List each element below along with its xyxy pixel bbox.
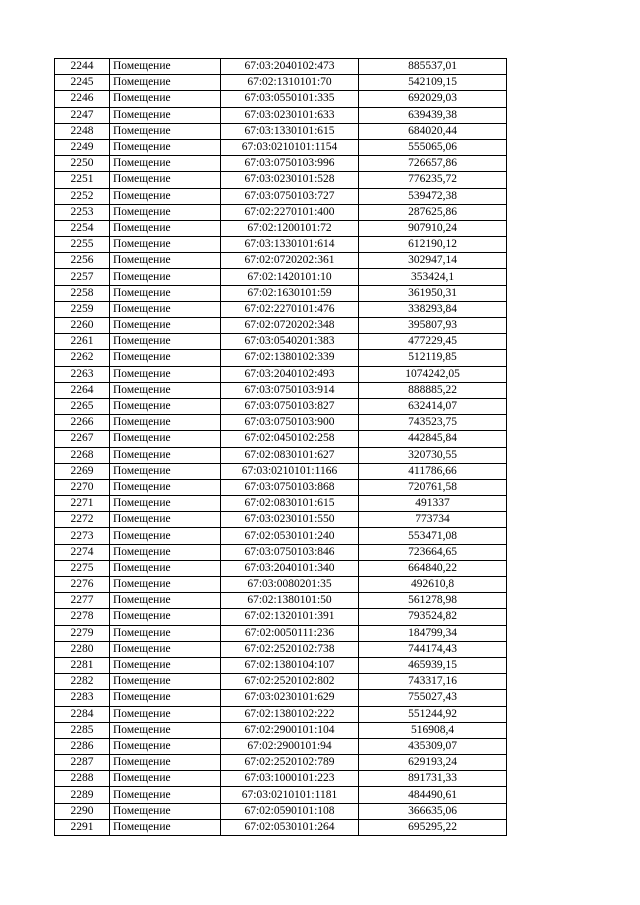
- object-type-cell: Помещение: [110, 285, 221, 301]
- row-number-cell: 2258: [55, 285, 110, 301]
- row-number-cell: 2285: [55, 722, 110, 738]
- table-row: [55, 204, 507, 220]
- cadastral-value-cell: 639439,38: [359, 107, 507, 123]
- cadastral-number-cell: 67:02:0530101:264: [221, 819, 359, 835]
- table-row: [55, 512, 507, 528]
- cadastral-number-cell: 67:02:0720202:361: [221, 253, 359, 269]
- table-row: [55, 334, 507, 350]
- object-type-cell: Помещение: [110, 91, 221, 107]
- cadastral-value-cell: 435309,07: [359, 738, 507, 754]
- row-number-cell: 2255: [55, 237, 110, 253]
- table-row: [55, 706, 507, 722]
- table-row: [55, 593, 507, 609]
- table-row: [55, 220, 507, 236]
- row-number-cell: 2277: [55, 593, 110, 609]
- cadastral-number-cell: 67:03:0750103:996: [221, 156, 359, 172]
- property-table-body: [55, 59, 507, 836]
- table-row: [55, 107, 507, 123]
- row-number-cell: 2245: [55, 75, 110, 91]
- object-type-cell: Помещение: [110, 496, 221, 512]
- row-number-cell: 2262: [55, 350, 110, 366]
- row-number-cell: 2253: [55, 204, 110, 220]
- row-number-cell: 2256: [55, 253, 110, 269]
- row-number-cell: 2260: [55, 318, 110, 334]
- row-number-cell: 2268: [55, 447, 110, 463]
- cadastral-value-cell: 302947,14: [359, 253, 507, 269]
- cadastral-number-cell: 67:03:0080201:35: [221, 577, 359, 593]
- table-row: [55, 285, 507, 301]
- object-type-cell: Помещение: [110, 75, 221, 91]
- object-type-cell: Помещение: [110, 706, 221, 722]
- object-type-cell: Помещение: [110, 593, 221, 609]
- object-type-cell: Помещение: [110, 787, 221, 803]
- cadastral-value-cell: 664840,22: [359, 560, 507, 576]
- object-type-cell: Помещение: [110, 819, 221, 835]
- row-number-cell: 2283: [55, 690, 110, 706]
- object-type-cell: Помещение: [110, 577, 221, 593]
- cadastral-value-cell: 395807,93: [359, 318, 507, 334]
- cadastral-value-cell: 477229,45: [359, 334, 507, 350]
- object-type-cell: Помещение: [110, 431, 221, 447]
- table-row: [55, 59, 507, 75]
- object-type-cell: Помещение: [110, 59, 221, 75]
- cadastral-value-cell: 629193,24: [359, 755, 507, 771]
- row-number-cell: 2249: [55, 139, 110, 155]
- row-number-cell: 2263: [55, 366, 110, 382]
- cadastral-value-cell: 516908,4: [359, 722, 507, 738]
- row-number-cell: 2264: [55, 382, 110, 398]
- cadastral-number-cell: 67:03:0750103:846: [221, 544, 359, 560]
- table-row: [55, 431, 507, 447]
- table-row: [55, 479, 507, 495]
- row-number-cell: 2279: [55, 625, 110, 641]
- cadastral-value-cell: 555065,06: [359, 139, 507, 155]
- cadastral-value-cell: 491337: [359, 496, 507, 512]
- table-row: [55, 253, 507, 269]
- cadastral-value-cell: 888885,22: [359, 382, 507, 398]
- cadastral-number-cell: 67:03:1330101:614: [221, 237, 359, 253]
- cadastral-number-cell: 67:02:1380101:50: [221, 593, 359, 609]
- object-type-cell: Помещение: [110, 544, 221, 560]
- object-type-cell: Помещение: [110, 560, 221, 576]
- object-type-cell: Помещение: [110, 512, 221, 528]
- object-type-cell: Помещение: [110, 123, 221, 139]
- row-number-cell: 2252: [55, 188, 110, 204]
- cadastral-number-cell: 67:03:0230101:528: [221, 172, 359, 188]
- cadastral-number-cell: 67:03:0540201:383: [221, 334, 359, 350]
- cadastral-number-cell: 67:02:0830101:615: [221, 496, 359, 512]
- table-row: [55, 75, 507, 91]
- object-type-cell: Помещение: [110, 382, 221, 398]
- row-number-cell: 2244: [55, 59, 110, 75]
- table-row: [55, 803, 507, 819]
- object-type-cell: Помещение: [110, 755, 221, 771]
- object-type-cell: Помещение: [110, 301, 221, 317]
- cadastral-number-cell: 67:02:2270101:476: [221, 301, 359, 317]
- object-type-cell: Помещение: [110, 803, 221, 819]
- cadastral-value-cell: 684020,44: [359, 123, 507, 139]
- cadastral-value-cell: 542109,15: [359, 75, 507, 91]
- cadastral-number-cell: 67:02:0050111:236: [221, 625, 359, 641]
- cadastral-number-cell: 67:03:2040102:473: [221, 59, 359, 75]
- cadastral-value-cell: 793524,82: [359, 609, 507, 625]
- table-row: [55, 771, 507, 787]
- cadastral-value-cell: 561278,98: [359, 593, 507, 609]
- object-type-cell: Помещение: [110, 350, 221, 366]
- cadastral-value-cell: 553471,08: [359, 528, 507, 544]
- cadastral-value-cell: 184799,34: [359, 625, 507, 641]
- object-type-cell: Помещение: [110, 528, 221, 544]
- cadastral-value-cell: 723664,65: [359, 544, 507, 560]
- row-number-cell: 2250: [55, 156, 110, 172]
- cadastral-value-cell: 885537,01: [359, 59, 507, 75]
- row-number-cell: 2261: [55, 334, 110, 350]
- cadastral-number-cell: 67:03:0230101:550: [221, 512, 359, 528]
- row-number-cell: 2270: [55, 479, 110, 495]
- row-number-cell: 2287: [55, 755, 110, 771]
- table-row: [55, 139, 507, 155]
- object-type-cell: Помещение: [110, 479, 221, 495]
- object-type-cell: Помещение: [110, 334, 221, 350]
- table-row: [55, 366, 507, 382]
- cadastral-value-cell: 465939,15: [359, 657, 507, 673]
- cadastral-value-cell: 442845,84: [359, 431, 507, 447]
- table-row: [55, 398, 507, 414]
- cadastral-value-cell: 744174,43: [359, 641, 507, 657]
- row-number-cell: 2251: [55, 172, 110, 188]
- table-row: [55, 91, 507, 107]
- row-number-cell: 2278: [55, 609, 110, 625]
- cadastral-value-cell: 612190,12: [359, 237, 507, 253]
- object-type-cell: Помещение: [110, 220, 221, 236]
- row-number-cell: 2271: [55, 496, 110, 512]
- cadastral-value-cell: 632414,07: [359, 398, 507, 414]
- object-type-cell: Помещение: [110, 447, 221, 463]
- table-row: [55, 657, 507, 673]
- cadastral-number-cell: 67:02:2520102:802: [221, 674, 359, 690]
- cadastral-number-cell: 67:02:0450102:258: [221, 431, 359, 447]
- cadastral-number-cell: 67:03:0230101:629: [221, 690, 359, 706]
- cadastral-value-cell: 492610,8: [359, 577, 507, 593]
- object-type-cell: Помещение: [110, 269, 221, 285]
- cadastral-value-cell: 907910,24: [359, 220, 507, 236]
- row-number-cell: 2286: [55, 738, 110, 754]
- cadastral-number-cell: 67:03:2040102:493: [221, 366, 359, 382]
- cadastral-number-cell: 67:02:1630101:59: [221, 285, 359, 301]
- cadastral-number-cell: 67:02:1310101:70: [221, 75, 359, 91]
- table-row: [55, 415, 507, 431]
- row-number-cell: 2273: [55, 528, 110, 544]
- object-type-cell: Помещение: [110, 463, 221, 479]
- cadastral-number-cell: 67:02:2900101:104: [221, 722, 359, 738]
- cadastral-number-cell: 67:02:2900101:94: [221, 738, 359, 754]
- cadastral-value-cell: 287625,86: [359, 204, 507, 220]
- table-row: [55, 496, 507, 512]
- cadastral-number-cell: 67:03:0750103:727: [221, 188, 359, 204]
- cadastral-number-cell: 67:03:0750103:868: [221, 479, 359, 495]
- object-type-cell: Помещение: [110, 771, 221, 787]
- cadastral-value-cell: 353424,1: [359, 269, 507, 285]
- cadastral-number-cell: 67:03:2040101:340: [221, 560, 359, 576]
- row-number-cell: 2248: [55, 123, 110, 139]
- table-row: [55, 738, 507, 754]
- row-number-cell: 2288: [55, 771, 110, 787]
- cadastral-value-cell: 773734: [359, 512, 507, 528]
- cadastral-number-cell: 67:02:0720202:348: [221, 318, 359, 334]
- table-row: [55, 123, 507, 139]
- object-type-cell: Помещение: [110, 738, 221, 754]
- row-number-cell: 2257: [55, 269, 110, 285]
- cadastral-number-cell: 67:03:0210101:1181: [221, 787, 359, 803]
- cadastral-value-cell: 726657,86: [359, 156, 507, 172]
- cadastral-number-cell: 67:02:2270101:400: [221, 204, 359, 220]
- row-number-cell: 2281: [55, 657, 110, 673]
- table-row: [55, 560, 507, 576]
- cadastral-value-cell: 743317,16: [359, 674, 507, 690]
- cadastral-value-cell: 484490,61: [359, 787, 507, 803]
- row-number-cell: 2284: [55, 706, 110, 722]
- object-type-cell: Помещение: [110, 657, 221, 673]
- cadastral-number-cell: 67:03:0230101:633: [221, 107, 359, 123]
- table-row: [55, 463, 507, 479]
- row-number-cell: 2269: [55, 463, 110, 479]
- row-number-cell: 2265: [55, 398, 110, 414]
- object-type-cell: Помещение: [110, 139, 221, 155]
- table-row: [55, 722, 507, 738]
- cadastral-value-cell: 551244,92: [359, 706, 507, 722]
- cadastral-value-cell: 776235,72: [359, 172, 507, 188]
- table-row: [55, 577, 507, 593]
- object-type-cell: Помещение: [110, 204, 221, 220]
- object-type-cell: Помещение: [110, 641, 221, 657]
- cadastral-number-cell: 67:03:1000101:223: [221, 771, 359, 787]
- table-row: [55, 301, 507, 317]
- table-row: [55, 625, 507, 641]
- object-type-cell: Помещение: [110, 172, 221, 188]
- row-number-cell: 2274: [55, 544, 110, 560]
- object-type-cell: Помещение: [110, 188, 221, 204]
- cadastral-number-cell: 67:03:0750103:827: [221, 398, 359, 414]
- row-number-cell: 2275: [55, 560, 110, 576]
- cadastral-number-cell: 67:02:1420101:10: [221, 269, 359, 285]
- object-type-cell: Помещение: [110, 107, 221, 123]
- table-row: [55, 819, 507, 835]
- cadastral-value-cell: 361950,31: [359, 285, 507, 301]
- cadastral-value-cell: 512119,85: [359, 350, 507, 366]
- object-type-cell: Помещение: [110, 156, 221, 172]
- row-number-cell: 2266: [55, 415, 110, 431]
- row-number-cell: 2289: [55, 787, 110, 803]
- cadastral-value-cell: 891731,33: [359, 771, 507, 787]
- object-type-cell: Помещение: [110, 415, 221, 431]
- table-row: [55, 269, 507, 285]
- table-row: [55, 609, 507, 625]
- cadastral-number-cell: 67:02:1200101:72: [221, 220, 359, 236]
- table-row: [55, 755, 507, 771]
- cadastral-value-cell: 695295,22: [359, 819, 507, 835]
- cadastral-value-cell: 411786,66: [359, 463, 507, 479]
- row-number-cell: 2280: [55, 641, 110, 657]
- cadastral-number-cell: 67:02:1380102:222: [221, 706, 359, 722]
- table-row: [55, 188, 507, 204]
- object-type-cell: Помещение: [110, 625, 221, 641]
- cadastral-number-cell: 67:02:1320101:391: [221, 609, 359, 625]
- row-number-cell: 2276: [55, 577, 110, 593]
- table-row: [55, 318, 507, 334]
- cadastral-number-cell: 67:02:2520102:738: [221, 641, 359, 657]
- object-type-cell: Помещение: [110, 690, 221, 706]
- cadastral-number-cell: 67:03:0550101:335: [221, 91, 359, 107]
- table-row: [55, 674, 507, 690]
- table-row: [55, 690, 507, 706]
- row-number-cell: 2246: [55, 91, 110, 107]
- property-table: [54, 58, 507, 836]
- row-number-cell: 2291: [55, 819, 110, 835]
- object-type-cell: Помещение: [110, 253, 221, 269]
- cadastral-value-cell: 1074242,05: [359, 366, 507, 382]
- object-type-cell: Помещение: [110, 722, 221, 738]
- object-type-cell: Помещение: [110, 609, 221, 625]
- row-number-cell: 2272: [55, 512, 110, 528]
- table-row: [55, 172, 507, 188]
- cadastral-value-cell: 366635,06: [359, 803, 507, 819]
- table-row: [55, 528, 507, 544]
- cadastral-number-cell: 67:02:2520102:789: [221, 755, 359, 771]
- cadastral-number-cell: 67:03:0210101:1154: [221, 139, 359, 155]
- cadastral-value-cell: 743523,75: [359, 415, 507, 431]
- row-number-cell: 2282: [55, 674, 110, 690]
- table-row: [55, 350, 507, 366]
- object-type-cell: Помещение: [110, 237, 221, 253]
- table-row: [55, 641, 507, 657]
- cadastral-value-cell: 338293,84: [359, 301, 507, 317]
- cadastral-number-cell: 67:02:1380102:339: [221, 350, 359, 366]
- table-row: [55, 237, 507, 253]
- cadastral-number-cell: 67:03:0750103:914: [221, 382, 359, 398]
- object-type-cell: Помещение: [110, 674, 221, 690]
- cadastral-number-cell: 67:03:0750103:900: [221, 415, 359, 431]
- object-type-cell: Помещение: [110, 366, 221, 382]
- table-row: [55, 447, 507, 463]
- cadastral-value-cell: 755027,43: [359, 690, 507, 706]
- object-type-cell: Помещение: [110, 398, 221, 414]
- row-number-cell: 2267: [55, 431, 110, 447]
- row-number-cell: 2247: [55, 107, 110, 123]
- row-number-cell: 2254: [55, 220, 110, 236]
- cadastral-value-cell: 539472,38: [359, 188, 507, 204]
- cadastral-number-cell: 67:02:0830101:627: [221, 447, 359, 463]
- cadastral-number-cell: 67:02:0590101:108: [221, 803, 359, 819]
- object-type-cell: Помещение: [110, 318, 221, 334]
- cadastral-value-cell: 692029,03: [359, 91, 507, 107]
- cadastral-number-cell: 67:03:1330101:615: [221, 123, 359, 139]
- table-row: [55, 382, 507, 398]
- table-row: [55, 787, 507, 803]
- cadastral-number-cell: 67:02:0530101:240: [221, 528, 359, 544]
- cadastral-value-cell: 720761,58: [359, 479, 507, 495]
- row-number-cell: 2290: [55, 803, 110, 819]
- table-row: [55, 156, 507, 172]
- cadastral-number-cell: 67:02:1380104:107: [221, 657, 359, 673]
- cadastral-value-cell: 320730,55: [359, 447, 507, 463]
- row-number-cell: 2259: [55, 301, 110, 317]
- table-row: [55, 544, 507, 560]
- cadastral-number-cell: 67:03:0210101:1166: [221, 463, 359, 479]
